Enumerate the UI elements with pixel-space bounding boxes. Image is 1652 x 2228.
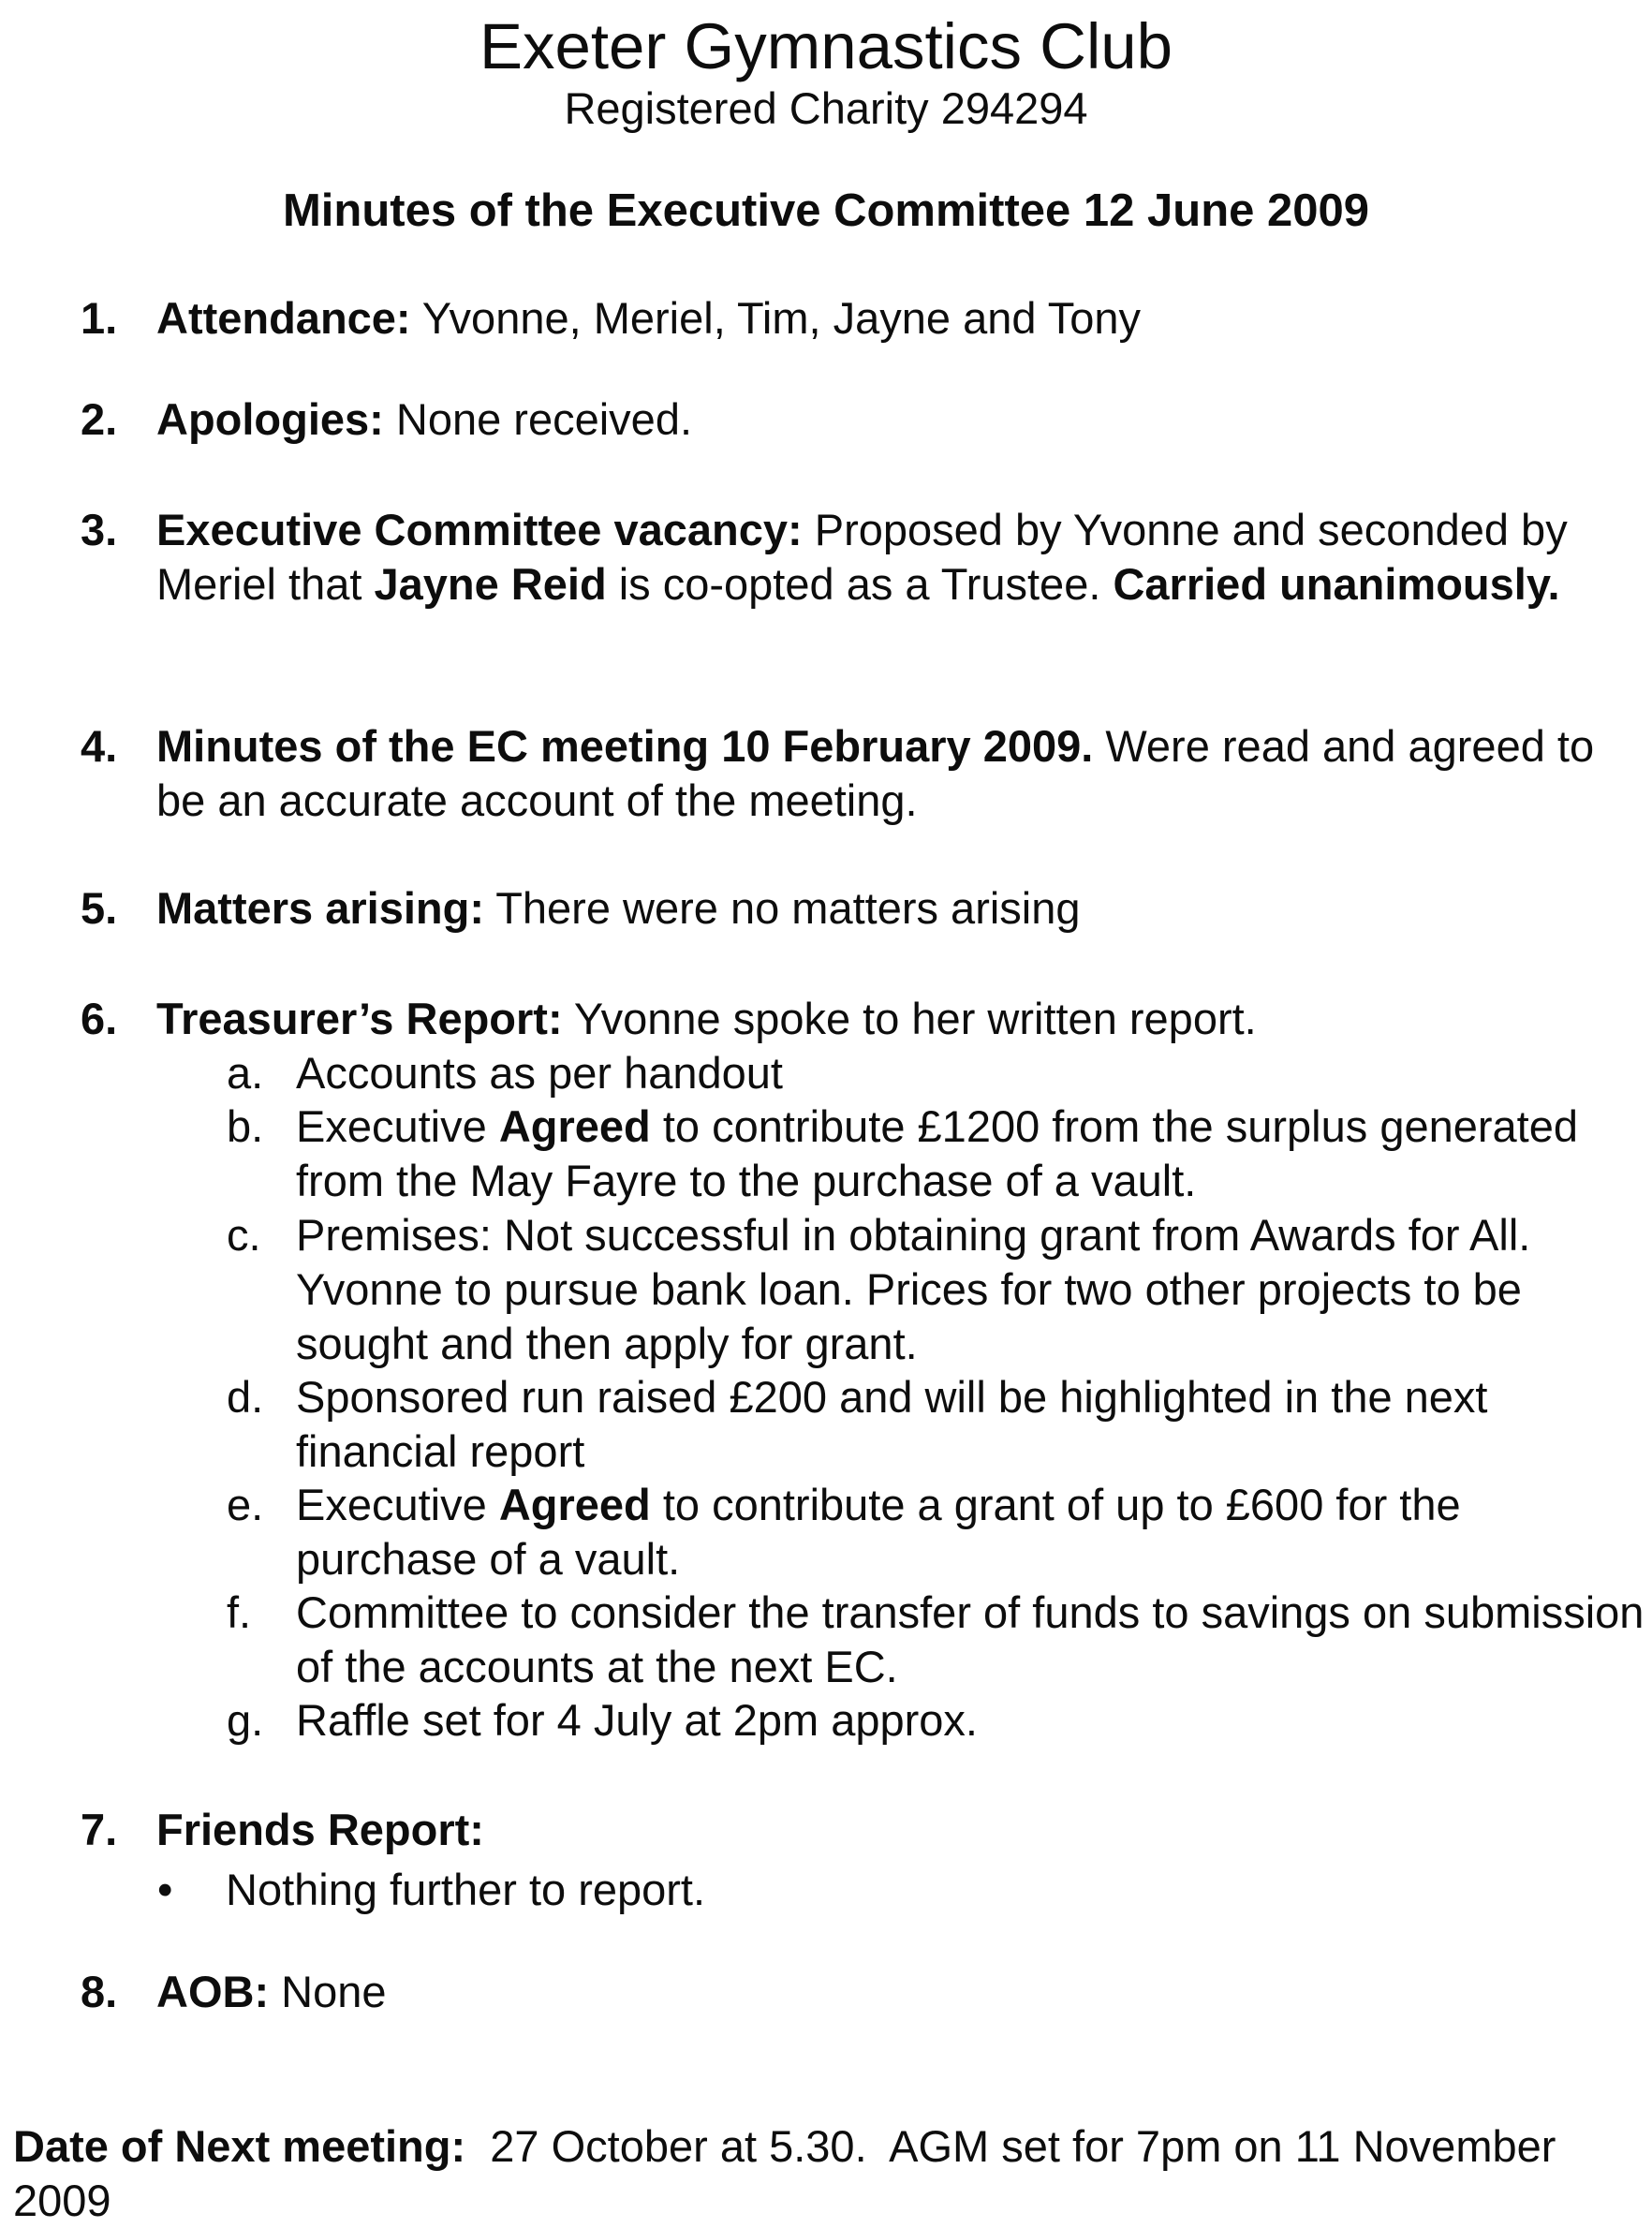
club-title: Exeter Gymnastics Club [479,10,1173,82]
subitem-suffix: to contribute £1200 from the surplus generated from the May Fayre to the purchase of a vault. [296,1101,1579,1205]
agreed-emphasis: Agreed [498,1480,651,1529]
subitem-letter: e. [227,1480,264,1529]
item-number: 1. [81,293,118,343]
subitem-text: Committee to consider the transfer of funds to savings on submission of the accounts at the next EC. [296,1587,1645,1691]
item-body: There were no matters arising [483,883,1081,933]
next-meeting [13,2119,1643,2228]
item-label: AOB: [156,1967,270,2016]
item-label: Apologies: [156,394,384,444]
item-number: 3. [81,505,118,554]
item-label: Executive Committee vacancy: [156,505,803,554]
subitem-letter: f. [227,1587,252,1637]
subitem-prefix: Executive [296,1480,499,1529]
item-body: Proposed by Yvonne and seconded by Meriel that [156,505,1568,609]
subitem-text [296,1478,1645,1586]
trustee-name: Jayne Reid [374,559,607,609]
subitem-text [296,1099,1645,1208]
item-number: 8. [81,1967,118,2016]
item-label: Matters arising: [156,883,484,933]
next-meeting-text: 27 October at 5.30. AGM set for 7pm on 11 November 2009 [13,2121,1569,2225]
subitem-text: Raffle set for 4 July at 2pm approx. [296,1695,978,1745]
item-text [156,1965,1645,2019]
subitem-letter: c. [227,1210,261,1260]
item-label: Attendance: [156,293,411,343]
item-body: Yvonne, Meriel, Tim, Jayne and Tony [410,293,1142,343]
item-text [156,881,1645,936]
subitem-letter: b. [227,1101,264,1151]
bullet-text: Nothing further to report. [226,1865,706,1914]
item-number: 5. [81,883,118,933]
item-body: None received. [383,394,693,444]
item-label: Minutes of the EC meeting 10 February 2009. [156,721,1094,771]
item-text [156,291,1645,346]
agreed-emphasis: Agreed [498,1101,651,1151]
subitem-prefix: Executive [296,1101,499,1151]
item-text [156,503,1645,612]
subitem-letter: a. [227,1048,264,1098]
subitem-suffix: to contribute a grant of up to £600 for the purchase of a vault. [296,1480,1461,1584]
subitem-letter: g. [227,1695,264,1745]
item-number: 4. [81,721,118,771]
subitem-text: Accounts as per handout [296,1048,783,1098]
next-meeting-label: Date of Next meeting: [13,2121,466,2171]
item-body: Were read and agreed to be an accurate account of the meeting. [156,721,1595,825]
subitem-text: Premises: Not successful in obtaining grant from Awards for All. Yvonne to pursue bank loan. Prices for two other projects to be sought and then apply for grant. [296,1210,1531,1368]
minutes-heading: Minutes of the Executive Committee 12 June 2009 [282,185,1370,236]
item-body: is co-opted as a Trustee. [606,559,1114,609]
charity-number: Registered Charity 294294 [564,83,1088,133]
item-text [156,1803,1645,1857]
item-label: Friends Report: [156,1805,484,1854]
subitem-letter: d. [227,1372,264,1422]
item-number: 6. [81,994,118,1043]
item-text [156,992,1645,1046]
vote-result: Carried unanimously. [1113,559,1560,609]
item-number: 7. [81,1805,118,1854]
item-number: 2. [81,394,118,444]
item-text [156,719,1645,828]
subitem-text: Sponsored run raised £200 and will be highlighted in the next financial report [296,1372,1488,1476]
bullet-icon: • [157,1865,173,1914]
item-body: None [269,1967,387,2016]
item-label: Treasurer’s Report: [156,994,563,1043]
item-text [156,392,1645,447]
item-body: Yvonne spoke to her written report. [562,994,1257,1043]
